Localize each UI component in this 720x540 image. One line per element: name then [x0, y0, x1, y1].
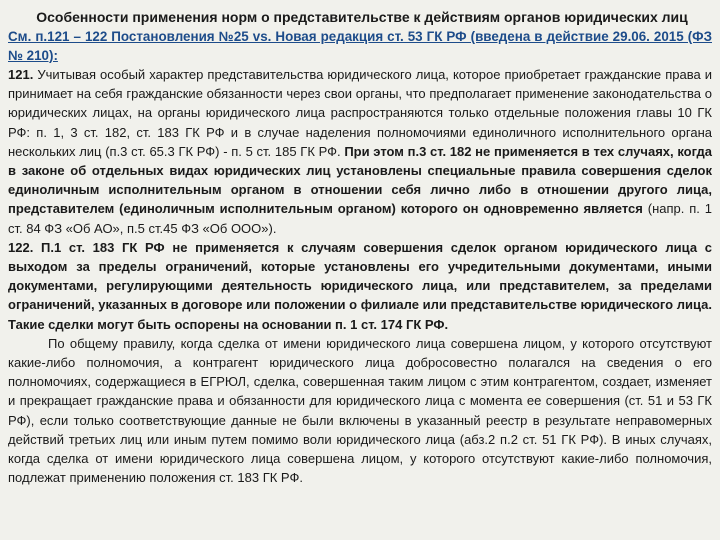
- paragraph-121-text-1: Учитывая особый характер представительства юридического лица, которое приобретает гражданские права и принимает на себя гражданские обязанности через свои органы, что предполагает применение законодательства о юридических лицах, на органы юридического лица распространяются только отдельные положения главы 10 ГК РФ: п. 1, 3 ст. 182, ст. 183 ГК РФ и в случае наделения полномочиями единоличного исполнительного органа нескольких лиц (п.3 ст. 65.3 ГК РФ) - п. 5 ст. 185 ГК РФ.: [8, 67, 712, 159]
- paragraph-121-number: 121.: [8, 67, 34, 82]
- paragraph-121: [8, 65, 712, 238]
- paragraph-122: [8, 238, 712, 334]
- paragraph-general-rule: По общему правилу, когда сделка от имени юридического лица совершена лицом, у которого отсутствуют какие-либо полномочия, а контрагент юридического лица добросовестно полагался на сведения о его полномочиях, содержащиеся в ЕГРЮЛ, сделка, совершенная таким лицом с этим контрагентом, создает, изменяет и прекращает гражданские права и обязанности для юридического лица с момента ее совершения (ст. 51 и 53 ГК РФ), если только соответствующие данные не были включены в указанный реестр в результате неправомерных действий третьих лиц или иным путем помимо воли юридического лица (абз.2 п.2 ст. 51 ГК РФ). В иных случаях, когда сделка от имени юридического лица совершена лицом, у которого отсутствуют какие-либо полномочия, подлежат применению положения ст. 183 ГК РФ.: [8, 335, 712, 486]
- slide-subtitle: См. п.121 – 122 Постановления №25 vs. Новая редакция ст. 53 ГК РФ (введена в действие 29.06. 2015 (ФЗ № 210):: [8, 29, 712, 63]
- paragraph-121-text-2: (напр. п. 1 ст. 84 ФЗ «Об АО», п.5 ст.45 ФЗ «Об ООО»).: [8, 201, 712, 236]
- paragraph-121-bold: При этом п.3 ст. 182 не применяется в тех случаях, когда в законе об отдельных видах юридических лиц установлены специальные правила совершения сделок единоличным исполнительным органом в отношении себя лично либо в отношении другого лица, представителем (единоличным исполнительным органом) которого он одновременно является: [8, 143, 713, 217]
- slide-title: Особенности применения норм о представительстве к действиям органов юридических лиц: [36, 9, 688, 25]
- paragraph-122-text: 122. П.1 ст. 183 ГК РФ не применяется к случаям совершения сделок органом юридического лица с выходом за пределы ограничений, которые установлены его учредительными документами, иными документами, регулирующими деятельность юридического лица, или представителем, за пределами ограничений, указанных в договоре или положении о филиале или представительстве юридического лица. Такие сделки могут быть оспорены на основании п. 1 ст. 174 ГК РФ.: [8, 239, 712, 332]
